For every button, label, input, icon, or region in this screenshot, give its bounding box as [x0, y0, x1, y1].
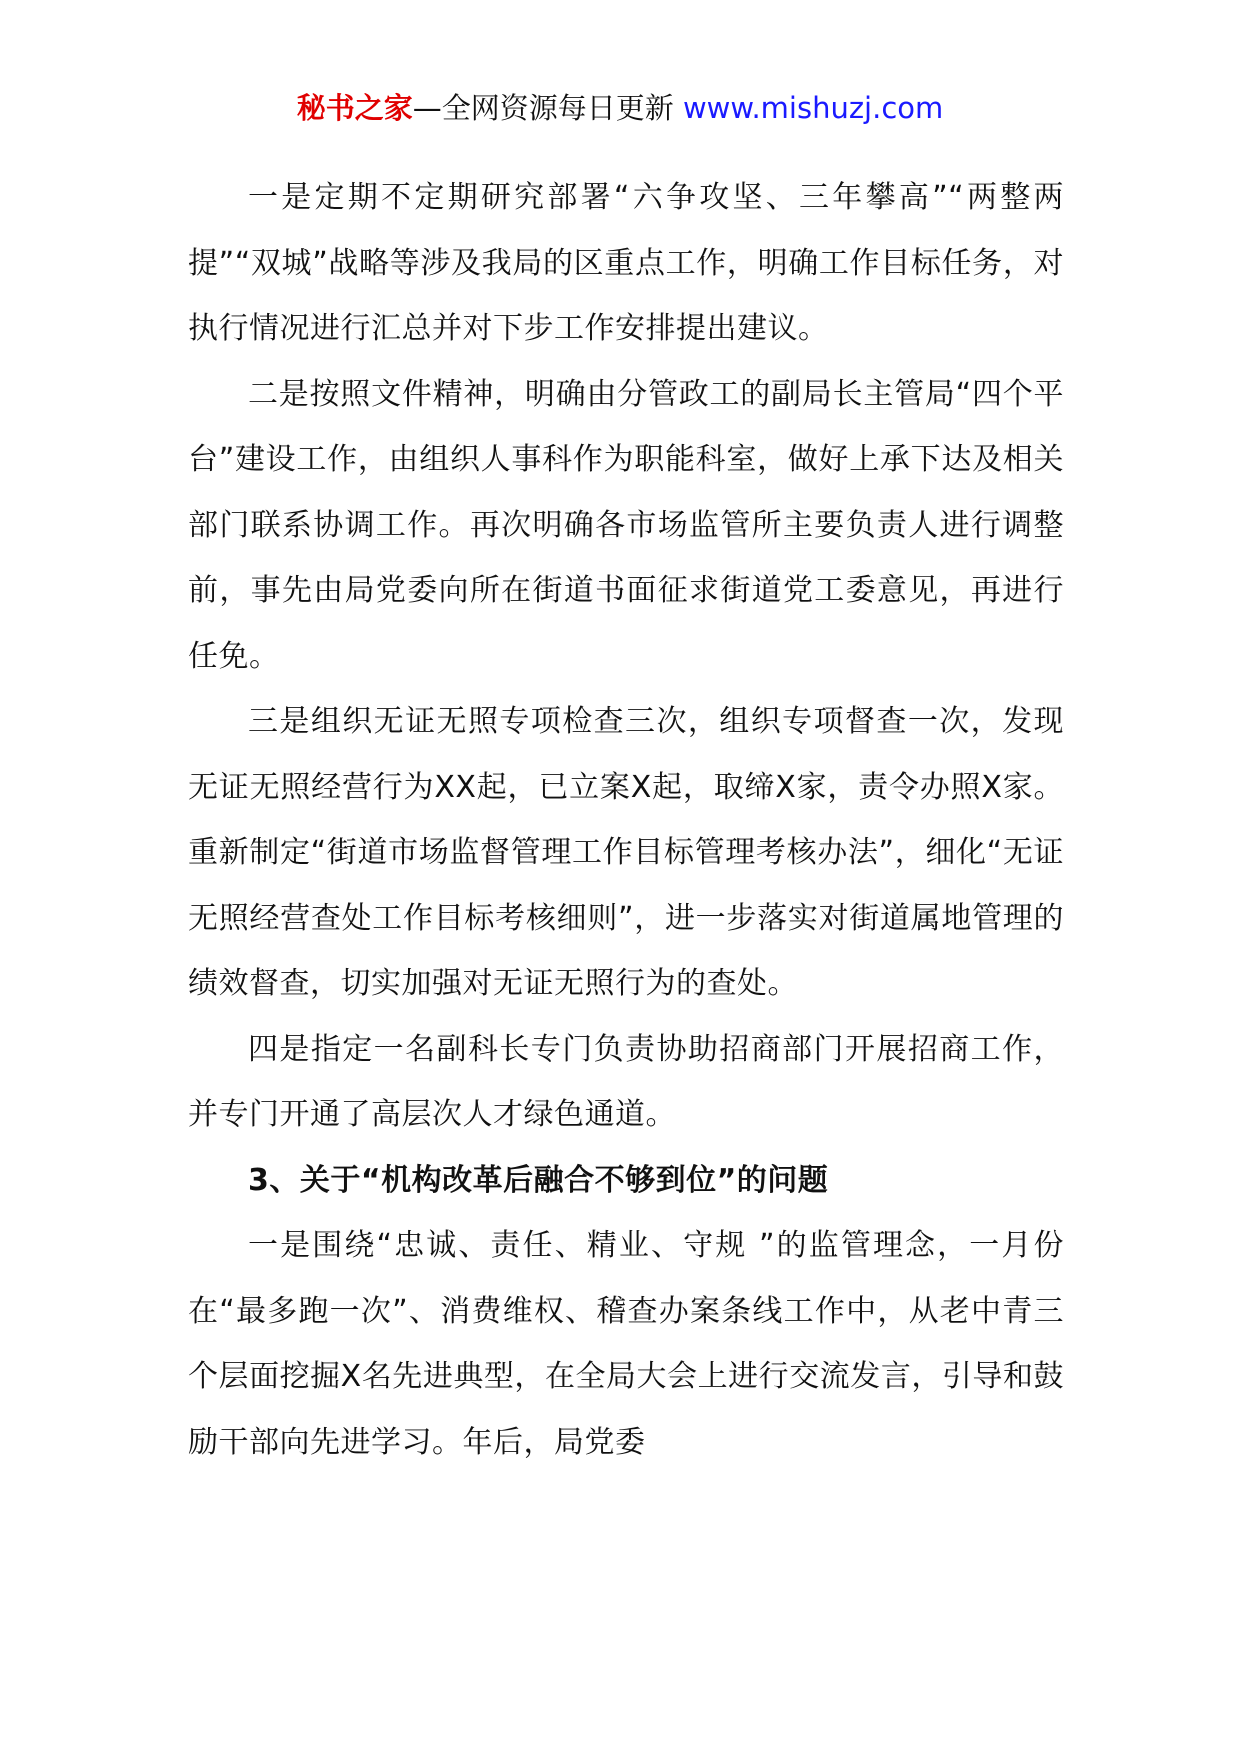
- paragraph-2: 二是按照文件精神，明确由分管政工的副局长主管局“四个平台”建设工作，由组织人事科作为职能科室，做好上承下达及相关部门联系协调工作。再次明确各市场监管所主要负责人进行调整前，事先由局党委向所在街道书面征求街道党工委意见，再进行任免。: [188, 376, 1064, 674]
- section-heading: 3、关于“机构改革后融合不够到位”的问题: [248, 1162, 829, 1198]
- paragraph-4: 四是指定一名副科长专门负责协助招商部门开展招商工作，并专门开通了高层次人才绿色通道。: [188, 1031, 1064, 1132]
- paragraph-5: 一是围绕“忠诚、责任、精业、守规 ”的监管理念，一月份在“最多跑一次”、消费维权、稽查办案条线工作中，从老中青三个层面挖掘X名先进典型，在全局大会上进行交流发言，引导和鼓励干部向先进学习。年后，局党委: [188, 1228, 1064, 1460]
- paragraph-3: 三是组织无证无照专项检查三次，组织专项督查一次，发现无证无照经营行为XX起，已立案X起，取缔X家，责令办照X家。重新制定“街道市场监督管理工作目标管理考核办法”，细化“无证无照经营查处工作目标考核细则”，进一步落实对街道属地管理的绩效督查，切实加强对无证无照行为的查处。: [188, 704, 1064, 1001]
- site-header: [0, 88, 1240, 128]
- document-body: [188, 165, 1064, 1475]
- site-tagline: —全网资源每日更新: [412, 91, 683, 125]
- site-url-link[interactable]: www.mishuzj.com: [682, 91, 944, 125]
- site-brand: 秘书之家: [296, 91, 413, 125]
- paragraph-1: 一是定期不定期研究部署“六争攻坚、三年攀高”“两整两提”“双城”战略等涉及我局的区重点工作，明确工作目标任务，对执行情况进行汇总并对下步工作安排提出建议。: [188, 180, 1064, 346]
